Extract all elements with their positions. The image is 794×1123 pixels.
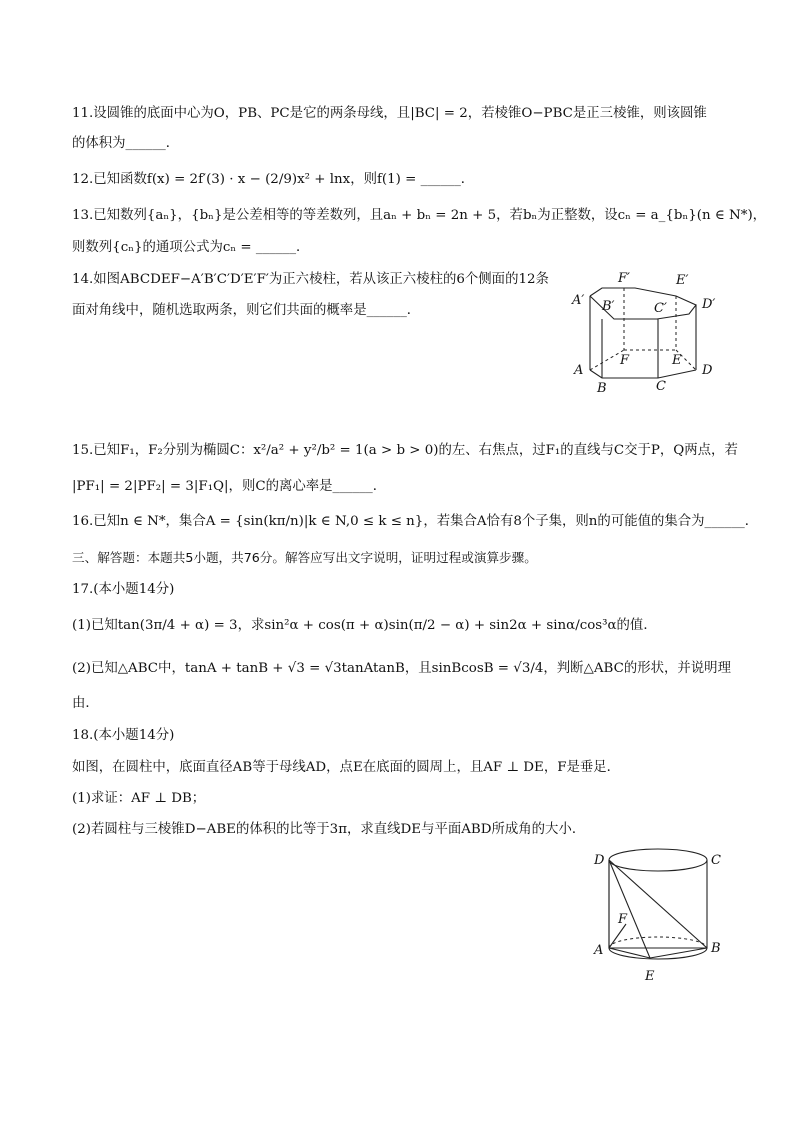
label-Dp: D′ [702, 297, 716, 312]
label-Bp: B′ [602, 299, 615, 314]
q17-part2b: 由． [72, 696, 99, 711]
label-B: B [597, 381, 607, 396]
line-12: 12.已知函数f(x) = 2f′(3) · x − (2/9)x² + lnx，则f(1) = ______． [72, 172, 475, 187]
label-Fp: F′ [618, 271, 630, 286]
q17-part1: (1)已知tan(3π/4 + α) = 3，求sin²α + cos(π + α)sin(π/2 − α) + sin2α + sinα/cos³α的值． [72, 618, 657, 633]
cyl-label-C: C [711, 853, 721, 868]
line-11b: 的体积为______． [72, 136, 180, 151]
cylinder-figure [588, 840, 728, 990]
cyl-label-D: D [594, 853, 605, 868]
q18-part2: (2)若圆柱与三棱锥D−ABE的体积的比等于3π，求直线DE与平面ABD所成角的大小． [72, 822, 586, 837]
line-15b: |PF₁| = 2|PF₂| = 3|F₁Q|，则C的离心率是______． [72, 479, 387, 494]
line-13b: 则数列{cₙ}的通项公式为cₙ = ______． [72, 240, 310, 255]
label-Cp: C′ [654, 301, 667, 316]
line-14b: 面对角线中，随机选取两条，则它们共面的概率是______． [72, 303, 421, 318]
label-F: F [620, 353, 630, 368]
section-header: 三、解答题：本题共5小题，共76分。解答应写出文字说明，证明过程或演算步骤。 [72, 550, 537, 565]
label-C: C [656, 379, 666, 394]
label-A: A [574, 363, 584, 378]
label-D: D [702, 363, 713, 378]
cyl-label-E: E [645, 969, 655, 984]
q18-part1: (1)求证：AF ⊥ DB； [72, 791, 206, 806]
line-15a: 15.已知F₁，F₂分别为椭圆C：x²/a² + y²/b² = 1(a > b > 0)的左、右焦点，过F₁的直线与C交于P，Q两点，若 [72, 443, 738, 458]
cyl-label-F: F [618, 912, 628, 927]
label-E: E [672, 353, 682, 368]
line-16: 16.已知n ∈ N*，集合A = {sin(kπ/n)|k ∈ N,0 ≤ k ≤ n}，若集合A恰有8个子集，则n的可能值的集合为______． [72, 514, 759, 529]
q18-title: 18.(本小题14分) [72, 728, 175, 743]
cyl-label-B: B [711, 941, 721, 956]
cyl-label-A: A [594, 943, 604, 958]
q17-title: 17.(本小题14分) [72, 582, 175, 597]
line-14a: 14.如图ABCDEF−A′B′C′D′E′F′为正六棱柱，若从该正六棱柱的6个侧面的12条 [72, 272, 549, 287]
label-Ep: E′ [676, 273, 689, 288]
hexagonal-prism-figure [560, 262, 730, 402]
q18-intro: 如图，在圆柱中，底面直径AB等于母线AD，点E在底面的圆周上，且AF ⊥ DE，F是垂足． [72, 760, 621, 775]
label-Ap: A′ [572, 293, 585, 308]
line-11a: 11.设圆锥的底面中心为O，PB、PC是它的两条母线，且|BC| = 2，若棱锥O−PBC是正三棱锥，则该圆锥 [72, 106, 707, 121]
q17-part2a: (2)已知△ABC中，tanA + tanB + √3 = √3tanAtanB，且sinBcosB = √3/4，判断△ABC的形状，并说明理 [72, 661, 731, 676]
line-13a: 13.已知数列{aₙ}，{bₙ}是公差相等的等差数列，且aₙ + bₙ = 2n + 5，若bₙ为正整数，设cₙ = a_{bₙ}(n ∈ N*)， [72, 208, 767, 223]
